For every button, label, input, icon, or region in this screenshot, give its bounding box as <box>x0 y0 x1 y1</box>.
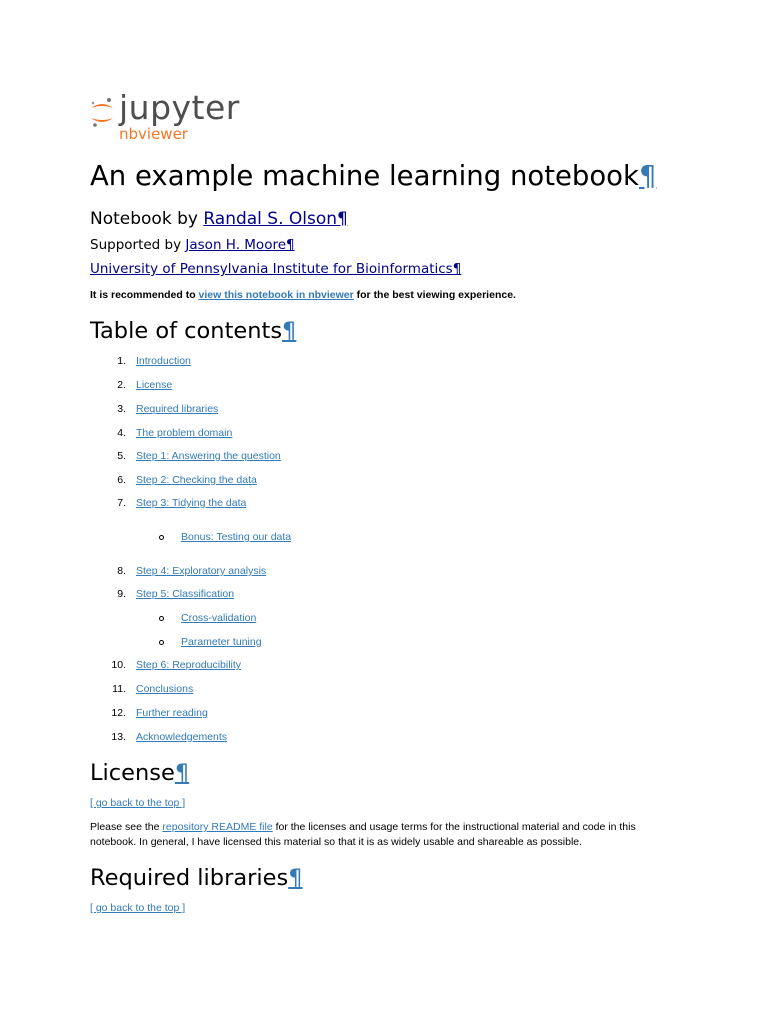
toc-item-link[interactable]: The problem domain <box>136 427 233 439</box>
recommend-after: for the best viewing experience. <box>353 289 516 301</box>
toc-item-link[interactable]: Step 3: Tidying the data <box>136 497 247 509</box>
notebook-title-text: An example machine learning notebook <box>90 160 639 192</box>
toc-heading <box>90 315 296 347</box>
readme-link[interactable]: repository README file <box>162 821 273 833</box>
nbviewer-subtitle: nbviewer <box>119 125 188 143</box>
recommendation-note <box>90 287 516 303</box>
license-back-to-top-link[interactable]: [ go back to the top ] <box>90 797 186 809</box>
recommend-before: It is recommended to <box>90 289 199 301</box>
license-anchor-link[interactable]: ¶ <box>174 760 190 786</box>
toc-item-link[interactable]: Parameter tuning <box>181 636 262 648</box>
institution-line <box>90 259 461 279</box>
toc-item-link[interactable]: Step 6: Reproducibility <box>136 659 242 671</box>
toc-item-link[interactable]: Introduction <box>136 355 191 367</box>
toc-item-number: 13. <box>111 731 126 743</box>
toc-item-link[interactable]: Step 1: Answering the question <box>136 450 281 462</box>
toc-item-number: 1. <box>117 355 126 367</box>
license-para-before: Please see the <box>90 821 163 833</box>
license-heading <box>90 757 189 789</box>
supporter-link[interactable]: Jason H. Moore¶ <box>185 237 295 253</box>
toc-item-number: 12. <box>111 707 126 719</box>
toc-item-number: 4. <box>117 427 126 439</box>
toc-item-number: 11. <box>112 683 126 695</box>
toc-item-number: 8. <box>117 565 126 577</box>
toc-bullet-icon <box>159 535 164 540</box>
toc-item-number: 2. <box>117 379 126 391</box>
jupyter-wordmark: jupyter <box>119 88 240 127</box>
supported-by-line <box>90 235 295 255</box>
required-libraries-heading <box>90 862 303 894</box>
toc-item-number: 10. <box>111 659 126 671</box>
toc-item-link[interactable]: Required libraries <box>136 403 219 415</box>
toc-item-link[interactable]: Conclusions <box>136 683 194 695</box>
license-paragraph <box>90 820 660 850</box>
toc-item-link[interactable]: Acknowledgements <box>136 731 228 743</box>
toc-item-number: 9. <box>117 588 126 600</box>
toc-item-link[interactable]: Step 2: Checking the data <box>136 474 257 486</box>
license-heading-text: License <box>90 760 175 786</box>
nbviewer-link[interactable]: view this notebook in nbviewer <box>198 289 354 301</box>
toc-anchor-link[interactable]: ¶ <box>282 318 297 344</box>
toc-item-link[interactable]: Step 4: Exploratory analysis <box>136 565 267 577</box>
toc-item-number: 6. <box>117 474 126 486</box>
required-anchor-link[interactable]: ¶ <box>288 865 303 891</box>
author-link[interactable]: Randal S. Olson¶ <box>203 209 348 229</box>
toc-item-link[interactable]: Further reading <box>136 707 208 719</box>
notebook-title <box>90 156 656 196</box>
toc-item-number: 3. <box>117 403 126 415</box>
required-heading-text: Required libraries <box>90 865 289 891</box>
toc-heading-text: Table of contents <box>90 318 283 344</box>
license-para-after: for the licenses and usage terms for the instructional material and code in this notebook. In general, I have licensed this material so that it is as widely usable and shareable as possible. <box>90 821 636 848</box>
nbviewer-logo[interactable] <box>89 88 249 148</box>
author-byline <box>90 207 348 231</box>
required-back-to-top-link[interactable]: [ go back to the top ] <box>90 902 186 914</box>
toc-bullet-icon <box>159 640 164 645</box>
supported-prefix: Supported by <box>90 237 186 253</box>
toc-item-number: 7. <box>117 497 126 509</box>
toc-item-number: 5. <box>117 450 126 462</box>
toc-item-link[interactable]: License <box>136 379 173 391</box>
institution-link[interactable]: University of Pennsylvania Institute for Bioinformatics¶ <box>90 261 462 277</box>
toc-item-link[interactable]: Bonus: Testing our data <box>181 531 292 543</box>
toc-item-link[interactable]: Step 5: Classification <box>136 588 235 600</box>
toc-bullet-icon <box>159 616 164 621</box>
title-anchor-link[interactable]: ¶ <box>638 160 657 192</box>
toc-item-link[interactable]: Cross-validation <box>181 612 257 624</box>
jupyter-logo-icon <box>89 96 115 128</box>
byline-prefix: Notebook by <box>90 209 204 229</box>
